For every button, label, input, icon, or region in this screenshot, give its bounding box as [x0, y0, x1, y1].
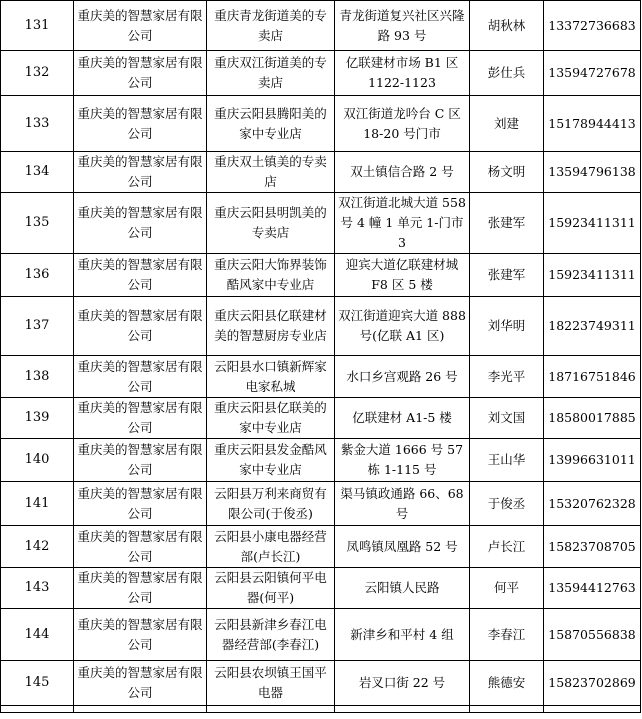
cell-store: 重庆双土镇美的专卖店: [207, 152, 335, 193]
cell-company: 重庆美的智慧家居有限公司: [74, 1, 207, 51]
cell-address: 青龙街道复兴社区兴隆路 93 号: [335, 1, 470, 51]
cell-company: 重庆美的智慧家居有限公司: [74, 526, 207, 568]
cell-no: 137: [1, 297, 74, 356]
cell-no: 136: [1, 254, 74, 297]
cell-no: 139: [1, 398, 74, 439]
table-row: [1, 661, 641, 706]
cell-empty: [544, 706, 641, 713]
cell-store: 重庆青龙街道美的专卖店: [207, 1, 335, 51]
cell-address: 渠马镇政通路 66、68 号: [335, 482, 470, 526]
table-row: [1, 193, 641, 254]
cell-contact: 张建军: [470, 193, 544, 254]
table-row: [1, 96, 641, 152]
cell-phone: 18580017885: [544, 398, 641, 439]
cell-store: 云阳县水口镇新辉家电家私城: [207, 356, 335, 398]
cell-phone: 13996631011: [544, 439, 641, 482]
cell-address: 双江街道北城大道 558 号 4 幢 1 单元 1-门市 3: [335, 193, 470, 254]
cell-company: 重庆美的智慧家居有限公司: [74, 609, 207, 661]
cell-phone: 15823708705: [544, 526, 641, 568]
cell-contact: 王山华: [470, 439, 544, 482]
cell-address: 凤鸣镇凤凰路 52 号: [335, 526, 470, 568]
cell-contact: 刘文国: [470, 398, 544, 439]
cell-company: 重庆美的智慧家居有限公司: [74, 96, 207, 152]
cell-contact: 于俊丞: [470, 482, 544, 526]
table-row: [1, 439, 641, 482]
cell-phone: 15320762328: [544, 482, 641, 526]
cell-contact: 彭仕兵: [470, 51, 544, 96]
table-row: [1, 254, 641, 297]
cell-contact: 张建军: [470, 254, 544, 297]
table-body: [1, 1, 641, 713]
cell-company: 重庆美的智慧家居有限公司: [74, 297, 207, 356]
table-row: [1, 609, 641, 661]
cell-no: 134: [1, 152, 74, 193]
cell-store: 重庆云阳县亿联美的家中专业店: [207, 398, 335, 439]
table-row: [1, 482, 641, 526]
cell-phone: 15923411311: [544, 193, 641, 254]
cell-address: 亿联建材市场 B1 区 1122-1123: [335, 51, 470, 96]
cell-contact: 何平: [470, 568, 544, 609]
cell-company: 重庆美的智慧家居有限公司: [74, 661, 207, 706]
cell-phone: 13594796138: [544, 152, 641, 193]
cell-phone: 15823702869: [544, 661, 641, 706]
cell-company: 重庆美的智慧家居有限公司: [74, 193, 207, 254]
table-row: [1, 398, 641, 439]
cell-store: 重庆云阳县明凯美的专卖店: [207, 193, 335, 254]
cell-address: 迎宾大道亿联建材城 F8 区 5 楼: [335, 254, 470, 297]
cell-company: 重庆美的智慧家居有限公司: [74, 254, 207, 297]
cell-no: 132: [1, 51, 74, 96]
cell-contact: 李光平: [470, 356, 544, 398]
cell-phone: 13594727678: [544, 51, 641, 96]
cell-store: 云阳县云阳镇何平电器(何平): [207, 568, 335, 609]
cell-contact: 刘建: [470, 96, 544, 152]
cell-empty: [207, 706, 335, 713]
table-row-partial: [1, 706, 641, 713]
cell-phone: 13372736683: [544, 1, 641, 51]
cell-no: 143: [1, 568, 74, 609]
cell-store: 重庆云阳县发金酷风家中专业店: [207, 439, 335, 482]
cell-contact: 卢长江: [470, 526, 544, 568]
cell-no: 142: [1, 526, 74, 568]
cell-address: 新津乡和平村 4 组: [335, 609, 470, 661]
cell-empty: [335, 706, 470, 713]
cell-company: 重庆美的智慧家居有限公司: [74, 152, 207, 193]
cell-store: 云阳县小康电器经营部(卢长江): [207, 526, 335, 568]
cell-address: 双江街道龙吟台 C 区 18-20 号门市: [335, 96, 470, 152]
cell-store: 重庆云阳县腾阳美的家中专业店: [207, 96, 335, 152]
table-row: [1, 356, 641, 398]
cell-contact: 李春江: [470, 609, 544, 661]
table-row: [1, 51, 641, 96]
cell-address: 水口乡宫观路 26 号: [335, 356, 470, 398]
cell-company: 重庆美的智慧家居有限公司: [74, 568, 207, 609]
cell-no: 133: [1, 96, 74, 152]
cell-contact: 刘华明: [470, 297, 544, 356]
cell-address: 双土镇信合路 2 号: [335, 152, 470, 193]
cell-no: 141: [1, 482, 74, 526]
cell-phone: 15178944413: [544, 96, 641, 152]
cell-company: 重庆美的智慧家居有限公司: [74, 398, 207, 439]
table-row: [1, 152, 641, 193]
cell-store: 云阳县农坝镇王国平电器: [207, 661, 335, 706]
cell-no: 140: [1, 439, 74, 482]
table-row: [1, 1, 641, 51]
cell-address: 亿联建材 A1-5 楼: [335, 398, 470, 439]
cell-contact: 胡秋林: [470, 1, 544, 51]
cell-phone: 18716751846: [544, 356, 641, 398]
cell-company: 重庆美的智慧家居有限公司: [74, 356, 207, 398]
cell-company: 重庆美的智慧家居有限公司: [74, 482, 207, 526]
cell-phone: 18223749311: [544, 297, 641, 356]
cell-address: 紫金大道 1666 号 57 栋 1-115 号: [335, 439, 470, 482]
cell-address: 云阳镇人民路: [335, 568, 470, 609]
cell-phone: 15923411311: [544, 254, 641, 297]
table-row: [1, 568, 641, 609]
cell-store: 重庆云阳大饰界装饰酷风家中专业店: [207, 254, 335, 297]
table-row: [1, 297, 641, 356]
cell-company: 重庆美的智慧家居有限公司: [74, 51, 207, 96]
cell-no: 145: [1, 661, 74, 706]
cell-contact: 杨文明: [470, 152, 544, 193]
cell-no: 138: [1, 356, 74, 398]
cell-no: 144: [1, 609, 74, 661]
cell-contact: 熊德安: [470, 661, 544, 706]
cell-no: 131: [1, 1, 74, 51]
cell-address: 岩叉口街 22 号: [335, 661, 470, 706]
cell-empty: [1, 706, 74, 713]
cell-store: 云阳县万利来商贸有限公司(于俊丞): [207, 482, 335, 526]
cell-phone: 13594412763: [544, 568, 641, 609]
cell-store: 云阳县新津乡春江电器经营部(李春江): [207, 609, 335, 661]
cell-store: 重庆云阳县亿联建材美的智慧厨房专业店: [207, 297, 335, 356]
cell-address: 双江街道迎宾大道 888 号(亿联 A1 区): [335, 297, 470, 356]
cell-empty: [74, 706, 207, 713]
cell-phone: 15870556838: [544, 609, 641, 661]
cell-empty: [470, 706, 544, 713]
cell-company: 重庆美的智慧家居有限公司: [74, 439, 207, 482]
cell-store: 重庆双江街道美的专卖店: [207, 51, 335, 96]
table-row: [1, 526, 641, 568]
cell-no: 135: [1, 193, 74, 254]
